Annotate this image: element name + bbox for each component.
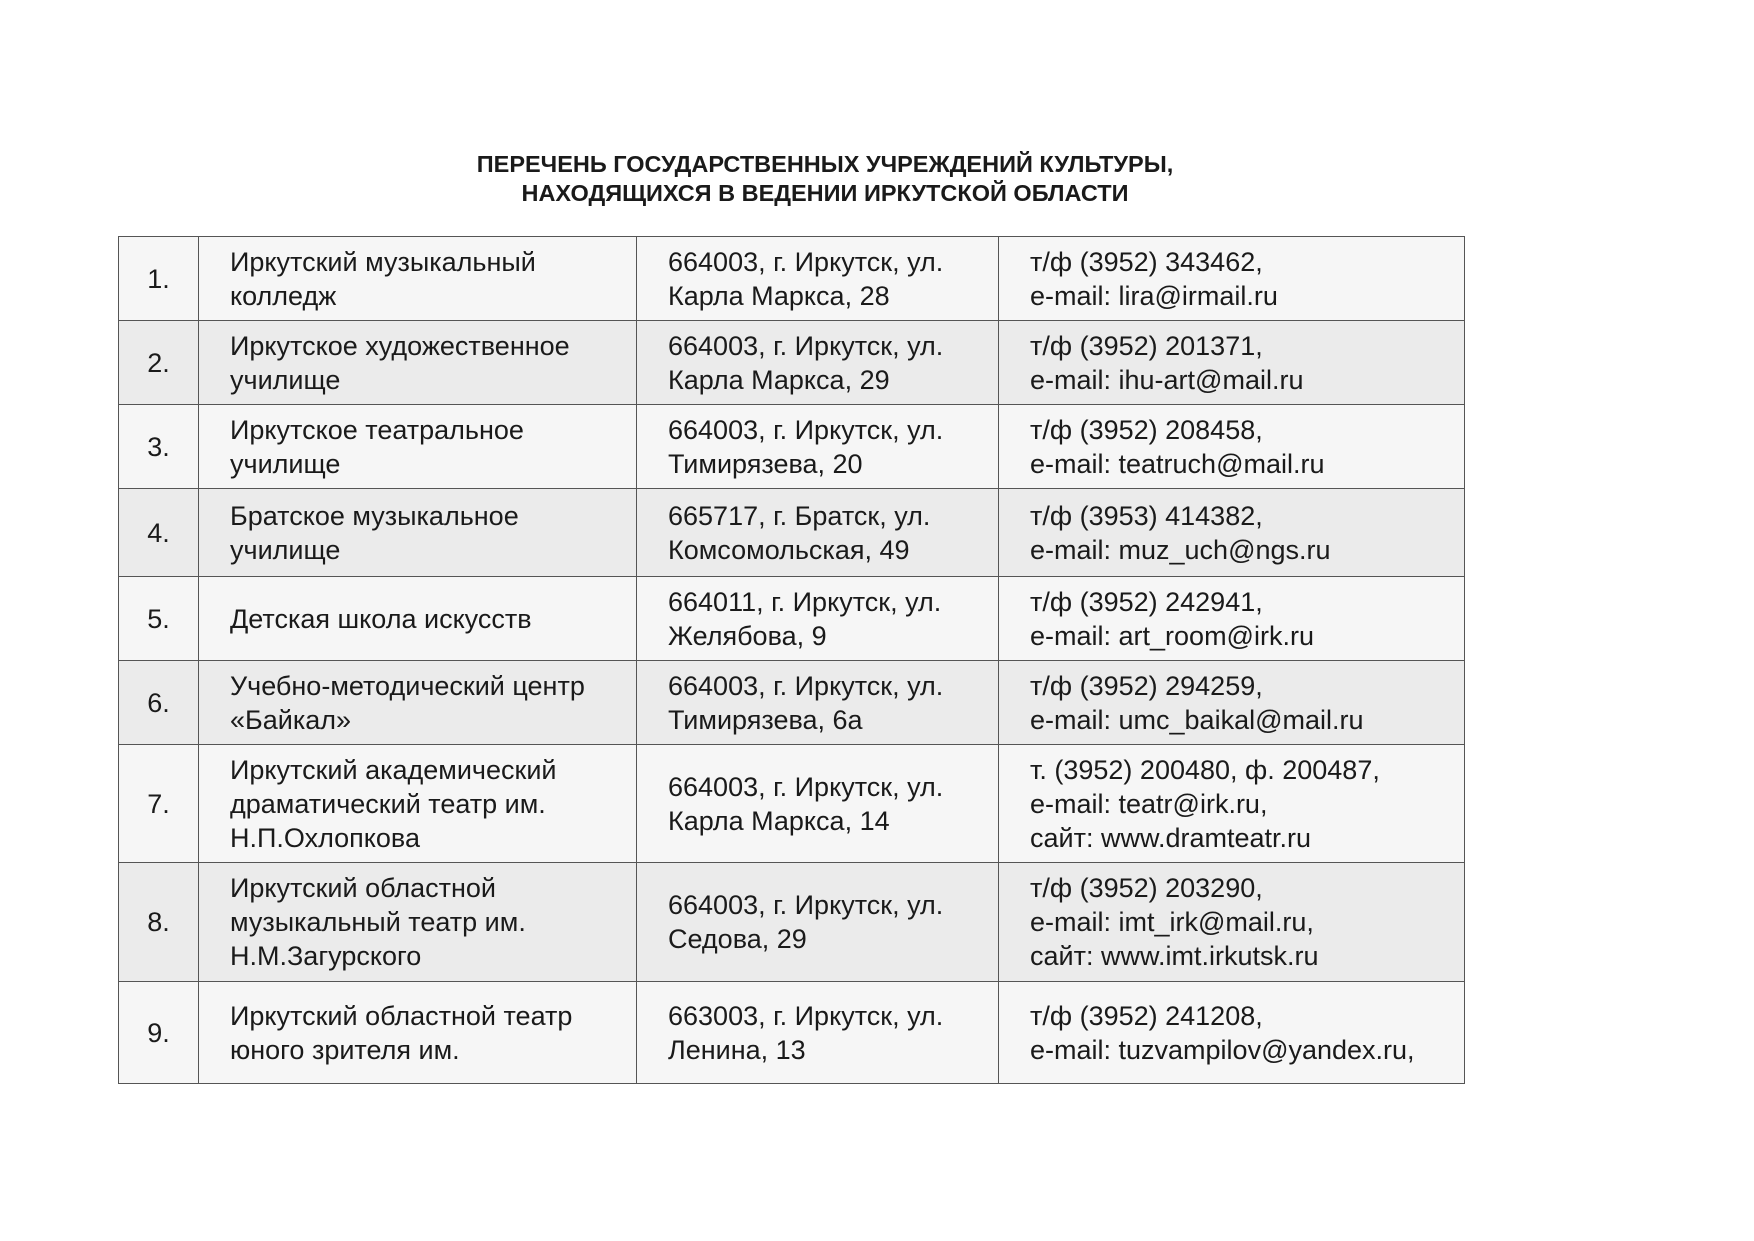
table-row xyxy=(119,661,1465,745)
institution-name: Иркутский областной музыкальный театр им. Н.М.Загурского xyxy=(199,863,637,982)
table-row xyxy=(119,489,1465,577)
row-number: 4. xyxy=(119,489,199,577)
institution-name: Иркутское театральное училище xyxy=(199,405,637,489)
institution-name: Иркутское художественное училище xyxy=(199,321,637,405)
institution-contacts: т/ф (3952) 208458, e-mail: teatruch@mail.ru xyxy=(999,405,1465,489)
institution-address: 665717, г. Братск, ул. Комсомольская, 49 xyxy=(637,489,999,577)
institution-contacts: т/ф (3952) 343462, e-mail: lira@irmail.ru xyxy=(999,237,1465,321)
row-number: 6. xyxy=(119,661,199,745)
institution-address: 664003, г. Иркутск, ул. Седова, 29 xyxy=(637,863,999,982)
row-number: 5. xyxy=(119,577,199,661)
institution-name: Учебно-методический центр «Байкал» xyxy=(199,661,637,745)
institution-address: 664003, г. Иркутск, ул. Карла Маркса, 29 xyxy=(637,321,999,405)
institution-contacts: т/ф (3952) 201371, e-mail: ihu-art@mail.ru xyxy=(999,321,1465,405)
institution-name: Детская школа искусств xyxy=(199,577,637,661)
institution-address: 664011, г. Иркутск, ул. Желябова, 9 xyxy=(637,577,999,661)
table-row xyxy=(119,863,1465,982)
table-row xyxy=(119,745,1465,863)
institution-name: Иркутский музыкальный колледж xyxy=(199,237,637,321)
table-row xyxy=(119,982,1465,1084)
table-row xyxy=(119,405,1465,489)
table-row xyxy=(119,321,1465,405)
title-line-1: ПЕРЕЧЕНЬ ГОСУДАРСТВЕННЫХ УЧРЕЖДЕНИЙ КУЛЬТУРЫ, xyxy=(476,151,1174,177)
institution-contacts: т/ф (3952) 294259, e-mail: umc_baikal@mail.ru xyxy=(999,661,1465,745)
institution-address: 663003, г. Иркутск, ул. Ленина, 13 xyxy=(637,982,999,1084)
institution-address: 664003, г. Иркутск, ул. Тимирязева, 20 xyxy=(637,405,999,489)
institution-name: Иркутский академический драматический театр им. Н.П.Охлопкова xyxy=(199,745,637,863)
institution-contacts: т/ф (3952) 203290, e-mail: imt_irk@mail.ru, сайт: www.imt.irkutsk.ru xyxy=(999,863,1465,982)
institution-address: 664003, г. Иркутск, ул. Тимирязева, 6а xyxy=(637,661,999,745)
row-number: 1. xyxy=(119,237,199,321)
institution-contacts: т/ф (3952) 242941, e-mail: art_room@irk.ru xyxy=(999,577,1465,661)
row-number: 9. xyxy=(119,982,199,1084)
institution-contacts: т/ф (3953) 414382, e-mail: muz_uch@ngs.ru xyxy=(999,489,1465,577)
institutions-table-body xyxy=(119,237,1465,1084)
document-title xyxy=(0,150,1650,208)
institution-address: 664003, г. Иркутск, ул. Карла Маркса, 14 xyxy=(637,745,999,863)
row-number: 7. xyxy=(119,745,199,863)
row-number: 2. xyxy=(119,321,199,405)
institution-name: Братское музыкальное училище xyxy=(199,489,637,577)
institution-contacts: т. (3952) 200480, ф. 200487, e-mail: teatr@irk.ru, сайт: www.dramteatr.ru xyxy=(999,745,1465,863)
title-line-2: НАХОДЯЩИХСЯ В ВЕДЕНИИ ИРКУТСКОЙ ОБЛАСТИ xyxy=(521,180,1129,206)
institutions-table xyxy=(118,236,1465,1084)
institution-name: Иркутский областной театр юного зрителя им. xyxy=(199,982,637,1084)
table-row xyxy=(119,237,1465,321)
row-number: 3. xyxy=(119,405,199,489)
institution-contacts: т/ф (3952) 241208, e-mail: tuzvampilov@yandex.ru, xyxy=(999,982,1465,1084)
table-row xyxy=(119,577,1465,661)
institution-address: 664003, г. Иркутск, ул. Карла Маркса, 28 xyxy=(637,237,999,321)
row-number: 8. xyxy=(119,863,199,982)
